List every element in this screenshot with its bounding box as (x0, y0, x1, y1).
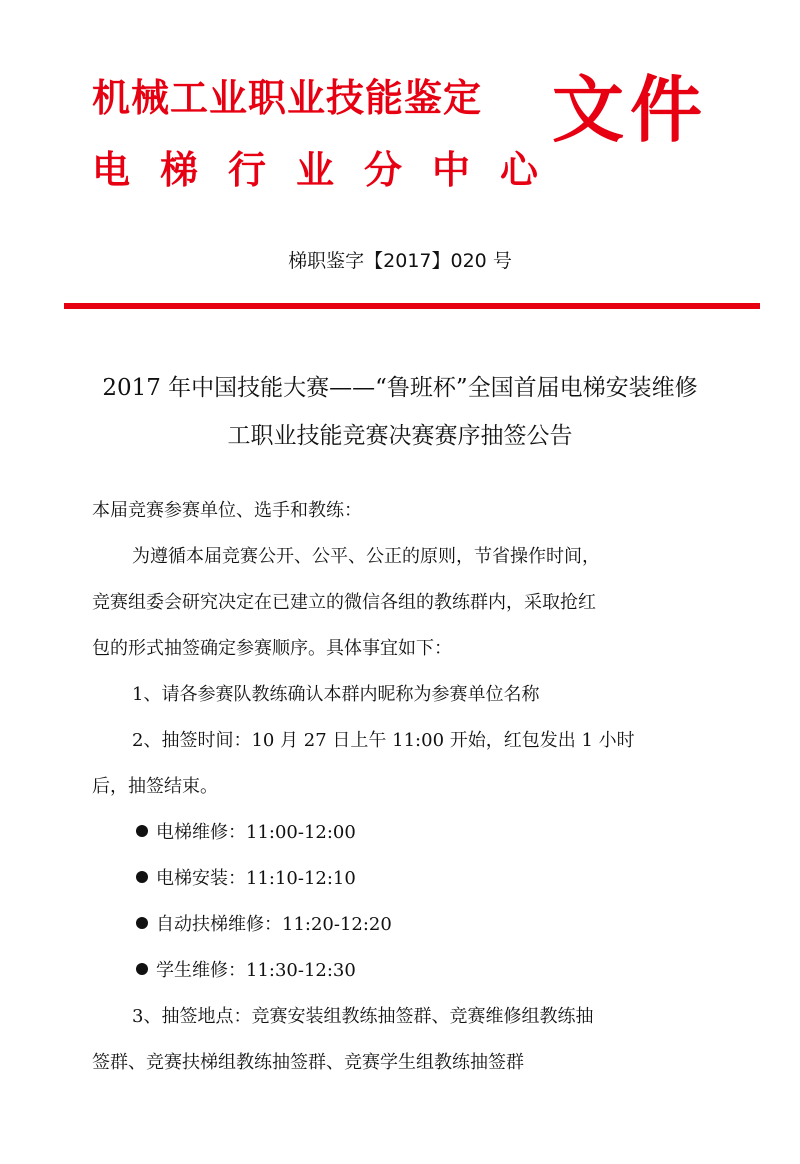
schedule-item (92, 856, 742, 902)
item-3-line-1: 3、抽签地点：竞赛安装组教练抽签群、竞赛维修组教练抽 (132, 1006, 594, 1027)
bullet-icon (136, 917, 148, 929)
title-line-2: 工职业技能竞赛决赛赛序抽签公告 (227, 423, 573, 449)
salutation: 本届竞赛参赛单位、选手和教练： (92, 500, 362, 521)
intro-line-3: 包的形式抽签确定参赛顺序。具体事宜如下： (92, 638, 452, 659)
schedule-text: 自动扶梯维修：11:20-12:20 (156, 914, 392, 935)
bullet-icon (136, 871, 148, 883)
intro-line-2: 竞赛组委会研究决定在已建立的微信各组的教练群内，采取抢红 (92, 592, 596, 613)
intro-line-1: 为遵循本届竞赛公开、公平、公正的原则，节省操作时间， (132, 546, 600, 567)
item-3-line-2: 签群、竞赛扶梯组教练抽签群、竞赛学生组教练抽签群 (92, 1052, 524, 1073)
schedule-text: 电梯安装：11:10-12:10 (156, 868, 356, 889)
red-divider (64, 303, 760, 309)
schedule-item (92, 902, 742, 948)
file-label: 文件 (552, 68, 709, 152)
item-2-line-2: 后，抽签结束。 (92, 776, 218, 797)
schedule-item (92, 810, 742, 856)
schedule-text: 学生维修：11:30-12:30 (156, 960, 356, 981)
document-body (92, 488, 742, 1086)
item-1: 1、请各参赛队教练确认本群内昵称为参赛单位名称 (132, 684, 540, 705)
schedule-text: 电梯维修：11:00-12:00 (156, 822, 356, 843)
issuer-line-1: 机械工业职业技能鉴定 (92, 76, 483, 120)
issuer-line-2: 电梯行业分中心 (92, 148, 569, 192)
document-title (40, 364, 760, 460)
schedule-item (92, 948, 742, 994)
document-number: 梯职鉴字【2017】020 号 (288, 250, 512, 272)
bullet-icon (136, 825, 148, 837)
issuer-name (92, 62, 568, 206)
item-2-line-1: 2、抽签时间：10 月 27 日上午 11:00 开始，红包发出 1 小时 (132, 730, 635, 751)
title-line-1: 2017 年中国技能大赛——“鲁班杯”全国首届电梯安装维修 (102, 375, 698, 401)
bullet-icon (136, 963, 148, 975)
